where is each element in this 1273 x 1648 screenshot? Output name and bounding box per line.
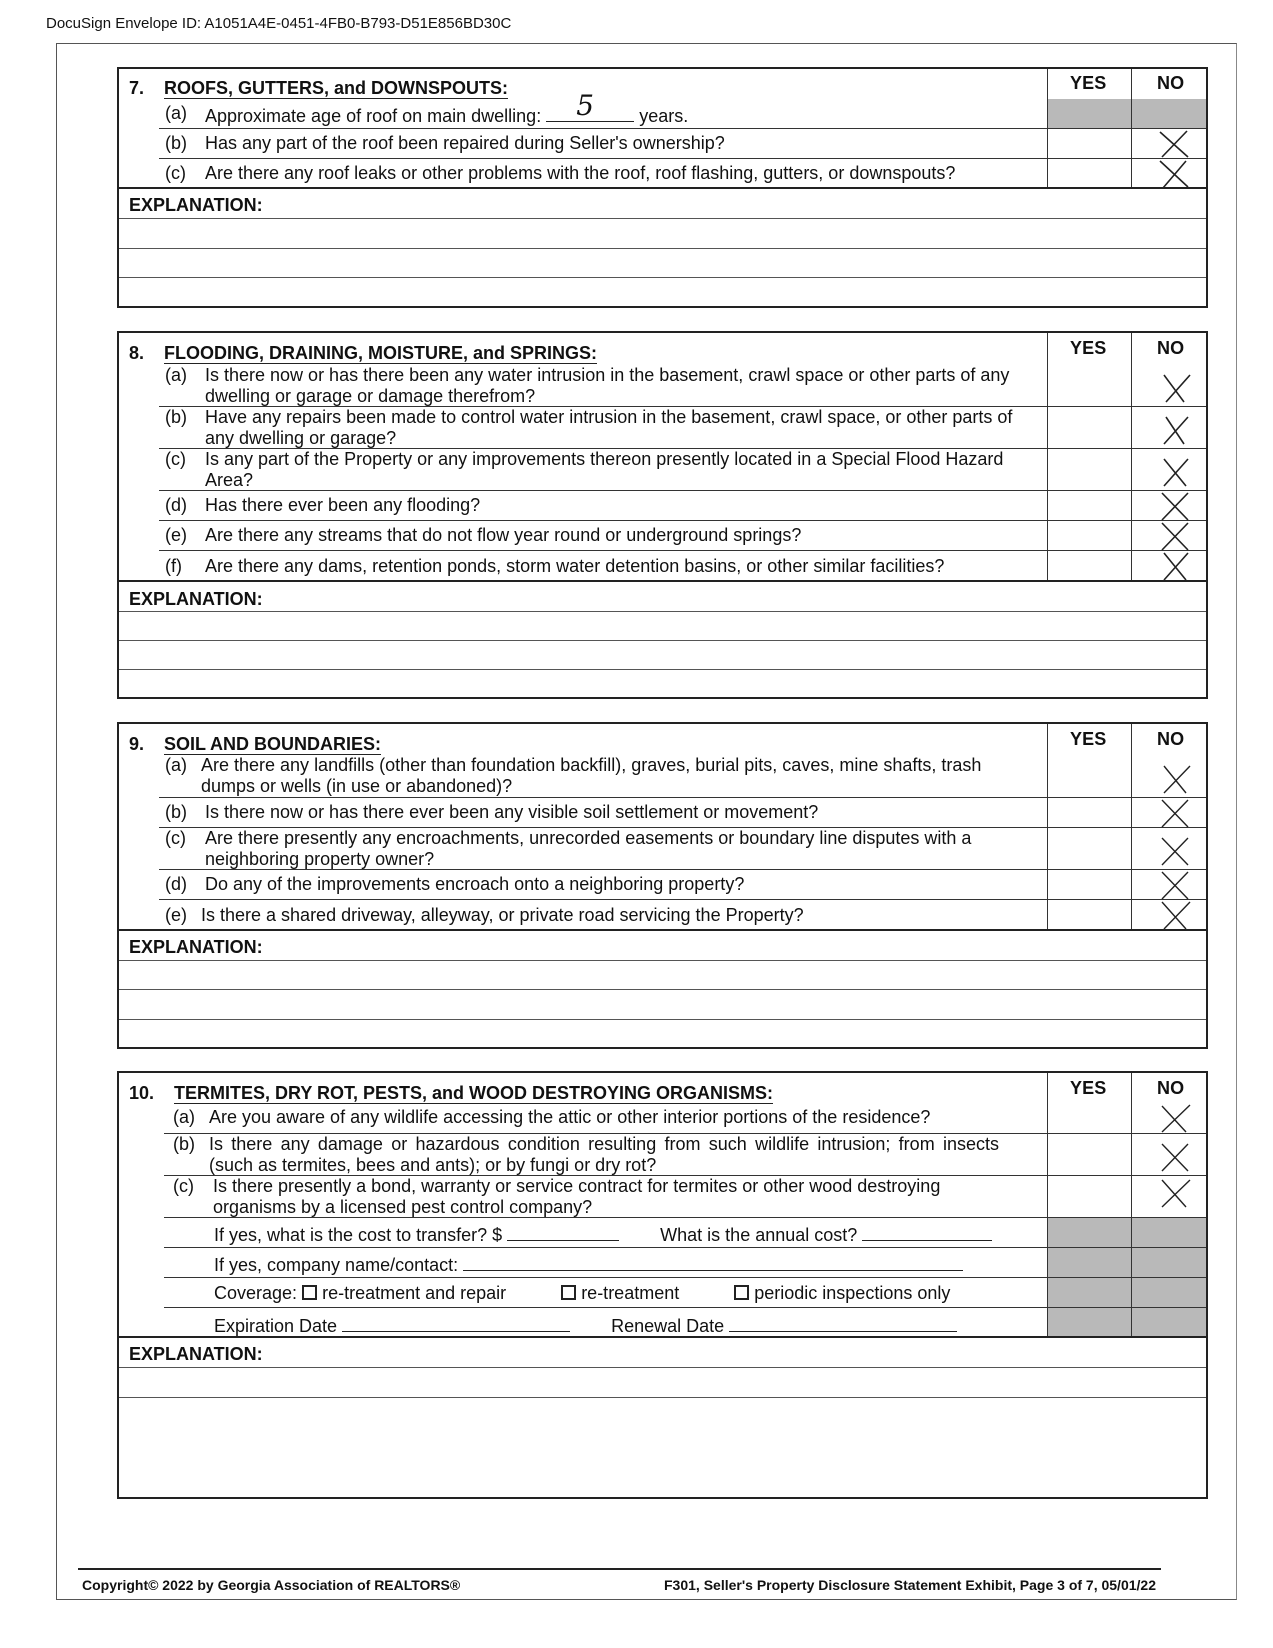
yes-checkbox[interactable] xyxy=(1047,407,1131,448)
explanation-label: EXPLANATION: xyxy=(129,937,263,957)
section-7-roofs xyxy=(117,67,1208,308)
explanation-label: EXPLANATION: xyxy=(129,195,263,215)
yes-column-header: YES xyxy=(1047,69,1131,99)
question-letter: (e) xyxy=(165,905,187,925)
handwritten-x-mark xyxy=(1154,798,1194,828)
question-text: Is there any damage or hazardous condition resulting from such wildlife intrusion; from insects (such as termites, bees and ants); or by fungi or dry rot? xyxy=(209,1134,999,1175)
question-row xyxy=(159,754,1206,798)
yes-checkbox[interactable] xyxy=(1047,1176,1131,1217)
no-cell xyxy=(1131,99,1206,128)
question-letter: (f) xyxy=(165,556,182,576)
yes-checkbox[interactable] xyxy=(1047,1134,1131,1175)
no-checkbox[interactable] xyxy=(1131,365,1206,406)
footer-rule xyxy=(78,1568,1161,1570)
annual-cost-field[interactable] xyxy=(862,1222,992,1241)
yes-column-header: YES xyxy=(1047,333,1131,365)
question-letter: (a) xyxy=(173,1107,195,1127)
annual-cost-label: What is the annual cost? xyxy=(660,1225,858,1245)
yes-checkbox[interactable] xyxy=(1047,870,1131,899)
footer-copyright: Copyright© 2022 by Georgia Association of REALTORS® xyxy=(82,1577,461,1593)
yes-checkbox[interactable] xyxy=(1047,551,1131,580)
no-checkbox[interactable] xyxy=(1131,1176,1206,1217)
yes-cell xyxy=(1047,99,1131,128)
explanation-line[interactable] xyxy=(119,277,1206,278)
question-letter: (c) xyxy=(173,1176,194,1196)
periodic-inspections-checkbox[interactable] xyxy=(734,1285,749,1300)
company-contact-field[interactable] xyxy=(463,1252,963,1271)
section-title: SOIL AND BOUNDARIES: xyxy=(164,734,382,754)
handwritten-x-mark xyxy=(1154,551,1194,581)
yes-checkbox[interactable] xyxy=(1047,521,1131,550)
expiration-date-field[interactable] xyxy=(342,1313,570,1332)
expiration-row xyxy=(119,1308,1206,1338)
no-checkbox[interactable] xyxy=(1131,159,1206,187)
shaded-cell xyxy=(1131,1248,1206,1277)
shaded-cell xyxy=(1131,1308,1206,1336)
question-row xyxy=(159,828,1206,870)
section-8-header-row xyxy=(119,333,1206,365)
footer-form-info: F301, Seller's Property Disclosure Statement Exhibit, Page 3 of 7, 05/01/22 xyxy=(664,1577,1156,1593)
section-10-header-row xyxy=(119,1073,1206,1103)
question-row xyxy=(159,365,1206,407)
handwritten-x-mark xyxy=(1154,1178,1194,1208)
section-9-header-row xyxy=(119,724,1206,754)
question-row xyxy=(164,1103,1206,1134)
no-checkbox[interactable] xyxy=(1131,1134,1206,1175)
explanation-line[interactable] xyxy=(119,989,1206,990)
retreatment-repair-checkbox[interactable] xyxy=(302,1285,317,1300)
no-checkbox[interactable] xyxy=(1131,449,1206,490)
retreatment-label: re-treatment xyxy=(581,1283,680,1303)
handwritten-x-mark xyxy=(1154,900,1194,930)
section-9-soil xyxy=(117,722,1208,1049)
question-text: Are there any dams, retention ponds, storm water detention basins, or other similar facilities? xyxy=(205,556,945,576)
question-row xyxy=(159,89,1206,129)
question-letter: (d) xyxy=(165,874,187,894)
yes-column-header: YES xyxy=(1047,1073,1131,1103)
section-8-flooding xyxy=(117,331,1208,699)
shaded-cell xyxy=(1131,1278,1206,1307)
question-letter: (b) xyxy=(165,802,187,822)
question-letter: (c) xyxy=(165,828,186,848)
yes-checkbox[interactable] xyxy=(1047,129,1131,158)
explanation-line[interactable] xyxy=(119,640,1206,641)
renewal-date-field[interactable] xyxy=(729,1313,957,1332)
handwritten-x-mark xyxy=(1154,373,1194,403)
yes-checkbox[interactable] xyxy=(1047,491,1131,520)
question-row xyxy=(164,1176,1206,1218)
question-letter: (a) xyxy=(165,103,187,123)
no-checkbox[interactable] xyxy=(1131,870,1206,899)
explanation-line[interactable] xyxy=(119,1367,1206,1368)
handwritten-x-mark xyxy=(1154,836,1194,866)
periodic-inspections-label: periodic inspections only xyxy=(754,1283,951,1303)
section-title: TERMITES, DRY ROT, PESTS, and WOOD DESTROYING ORGANISMS: xyxy=(174,1083,774,1103)
no-checkbox[interactable] xyxy=(1131,1103,1206,1133)
section-title: FLOODING, DRAINING, MOISTURE, and SPRINGS: xyxy=(164,343,598,363)
shaded-cell xyxy=(1047,1308,1131,1336)
question-text: Is there now or has there been any water intrusion in the basement, crawl space or other parts of any dwelling or garage or damage therefrom? xyxy=(205,365,1010,406)
question-text: Is there a shared driveway, alleyway, or private road servicing the Property? xyxy=(201,905,804,925)
question-letter: (b) xyxy=(165,133,187,153)
question-letter: (b) xyxy=(165,407,187,427)
explanation-line[interactable] xyxy=(119,1397,1206,1398)
question-row xyxy=(159,798,1206,828)
question-text: Is there now or has there ever been any visible soil settlement or movement? xyxy=(205,802,819,822)
question-row xyxy=(159,407,1206,449)
question-letter: (d) xyxy=(165,495,187,515)
handwritten-x-mark xyxy=(1154,129,1194,159)
question-text: Are there any landfills (other than foundation backfill), graves, burial pits, caves, mine shafts, trash dumps or wells (in use or abandoned)? xyxy=(201,755,982,796)
explanation-line[interactable] xyxy=(119,960,1206,961)
question-text: Is there presently a bond, warranty or service contract for termites or other wood destroying organisms by a licensed pest control company? xyxy=(213,1176,941,1217)
no-column-header: NO xyxy=(1131,1073,1206,1103)
explanation-line[interactable] xyxy=(119,248,1206,249)
company-contact-label: If yes, company name/contact: xyxy=(214,1255,459,1275)
retreatment-checkbox[interactable] xyxy=(561,1285,576,1300)
coverage-label: Coverage: xyxy=(214,1283,298,1303)
no-checkbox[interactable] xyxy=(1131,798,1206,827)
handwritten-x-mark xyxy=(1154,457,1194,487)
question-row xyxy=(159,521,1206,551)
handwritten-x-mark xyxy=(1154,870,1194,900)
question-text: Has there ever been any flooding? xyxy=(205,495,481,515)
question-row xyxy=(159,491,1206,521)
section-7-header-row xyxy=(119,69,1206,99)
handwritten-x-mark xyxy=(1154,521,1194,551)
question-text: Are you aware of any wildlife accessing the attic or other interior portions of the residence? xyxy=(209,1107,931,1127)
question-row xyxy=(164,1134,1206,1176)
section-number: 7. xyxy=(129,78,145,98)
question-letter: (b) xyxy=(173,1134,195,1154)
no-column-header: NO xyxy=(1131,69,1206,99)
handwritten-x-mark xyxy=(1154,491,1194,521)
shaded-cell xyxy=(1047,1278,1131,1307)
question-letter: (c) xyxy=(165,449,186,469)
renewal-date-label: Renewal Date xyxy=(611,1316,725,1336)
no-checkbox[interactable] xyxy=(1131,828,1206,869)
question-letter: (a) xyxy=(165,755,187,775)
cost-to-transfer-label: If yes, what is the cost to transfer? $ xyxy=(214,1225,503,1245)
no-column-header: NO xyxy=(1131,333,1206,365)
section-title: ROOFS, GUTTERS, and DOWNSPOUTS: xyxy=(164,78,509,98)
no-checkbox[interactable] xyxy=(1131,407,1206,448)
no-checkbox[interactable] xyxy=(1131,521,1206,550)
coverage-row xyxy=(164,1278,1206,1308)
yes-column-header: YES xyxy=(1047,724,1131,754)
yes-checkbox[interactable] xyxy=(1047,159,1131,187)
question-text: Are there presently any encroachments, unrecorded easements or boundary line disputes with a neighboring property owner? xyxy=(205,828,972,869)
section-number: 8. xyxy=(129,343,145,363)
section-number: 10. xyxy=(129,1083,155,1103)
question-text: Is any part of the Property or any improvements thereon presently located in a Special Flood Hazard Area? xyxy=(205,449,1004,490)
cost-to-transfer-field[interactable] xyxy=(507,1222,619,1241)
yes-checkbox[interactable] xyxy=(1047,900,1131,929)
handwritten-x-mark xyxy=(1154,415,1194,445)
question-text: Have any repairs been made to control water intrusion in the basement, crawl space, or other parts of any dwelling or garage? xyxy=(205,407,1013,448)
roof-age-value[interactable]: 5 xyxy=(576,89,595,122)
yes-checkbox[interactable] xyxy=(1047,828,1131,869)
no-checkbox[interactable] xyxy=(1131,551,1206,580)
question-text: Are there any streams that do not flow year round or underground springs? xyxy=(205,525,802,545)
no-checkbox[interactable] xyxy=(1131,129,1206,158)
question-text: Are there any roof leaks or other problems with the roof, roof flashing, gutters, or downspouts? xyxy=(205,163,956,183)
explanation-line[interactable] xyxy=(119,669,1206,670)
yes-checkbox[interactable] xyxy=(1047,798,1131,827)
question-letter: (e) xyxy=(165,525,187,545)
expiration-date-label: Expiration Date xyxy=(214,1316,338,1336)
transfer-cost-row xyxy=(164,1218,1206,1248)
no-checkbox[interactable] xyxy=(1131,900,1206,929)
shaded-cell xyxy=(1131,1218,1206,1247)
retreatment-repair-label: re-treatment and repair xyxy=(322,1283,507,1303)
yes-checkbox[interactable] xyxy=(1047,1103,1131,1133)
explanation-line[interactable] xyxy=(119,218,1206,219)
question-row xyxy=(119,159,1206,189)
question-text: Has any part of the roof been repaired during Seller's ownership? xyxy=(205,133,725,153)
yes-checkbox[interactable] xyxy=(1047,365,1131,406)
handwritten-x-mark xyxy=(1154,1142,1194,1172)
question-letter: (a) xyxy=(165,365,187,385)
company-row xyxy=(164,1248,1206,1278)
no-checkbox[interactable] xyxy=(1131,754,1206,797)
question-text: Do any of the improvements encroach onto a neighboring property? xyxy=(205,874,745,894)
question-row xyxy=(119,900,1206,931)
handwritten-x-mark xyxy=(1154,1103,1194,1133)
question-letter: (c) xyxy=(165,163,186,183)
explanation-line[interactable] xyxy=(119,1019,1206,1020)
handwritten-x-mark xyxy=(1154,159,1194,189)
explanation-label: EXPLANATION: xyxy=(129,589,263,609)
section-10-termites xyxy=(117,1071,1208,1499)
question-row xyxy=(159,129,1206,159)
question-row xyxy=(119,551,1206,582)
yes-checkbox[interactable] xyxy=(1047,754,1131,797)
yes-checkbox[interactable] xyxy=(1047,449,1131,490)
question-row xyxy=(159,449,1206,491)
no-column-header: NO xyxy=(1131,724,1206,754)
explanation-label: EXPLANATION: xyxy=(129,1344,263,1364)
section-number: 9. xyxy=(129,734,145,754)
docusign-envelope-id: DocuSign Envelope ID: A1051A4E-0451-4FB0-B793-D51E856BD30C xyxy=(46,15,512,32)
explanation-line[interactable] xyxy=(119,611,1206,612)
no-checkbox[interactable] xyxy=(1131,491,1206,520)
shaded-cell xyxy=(1047,1218,1131,1247)
shaded-cell xyxy=(1047,1248,1131,1277)
question-row xyxy=(159,870,1206,900)
question-text: Approximate age of roof on main dwelling: 5 years. xyxy=(205,89,689,126)
handwritten-x-mark xyxy=(1154,764,1194,794)
